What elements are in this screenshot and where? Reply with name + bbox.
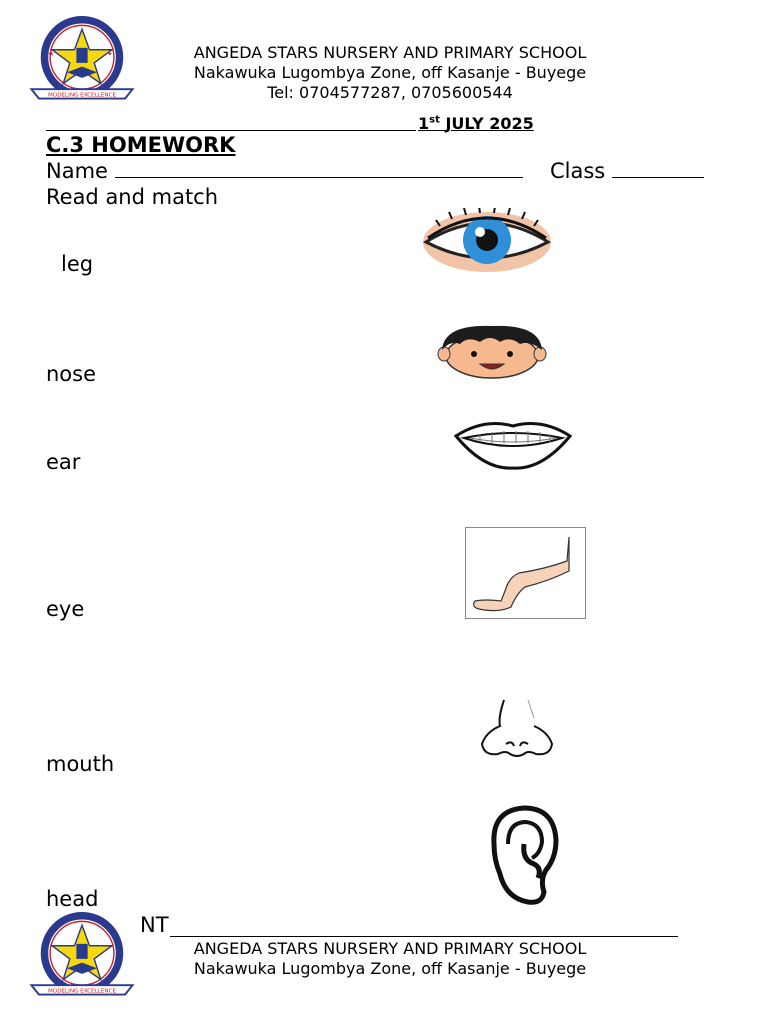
instruction: Read and match bbox=[46, 185, 219, 209]
school-logo-bottom bbox=[24, 912, 140, 1002]
ear-picture[interactable] bbox=[484, 804, 566, 908]
eye-picture[interactable] bbox=[420, 208, 554, 274]
school-address: Nakawuka Lugombya Zone, off Kasanje - Buyege bbox=[193, 63, 587, 82]
svg-text:MODELING EXCELLENCE: MODELING EXCELLENCE bbox=[47, 92, 117, 99]
header-divider-line bbox=[46, 130, 416, 131]
date-suffix: st bbox=[429, 114, 440, 126]
word-head[interactable]: head bbox=[46, 887, 99, 911]
footer-school-name: ANGEDA STARS NURSERY AND PRIMARY SCHOOL bbox=[193, 939, 587, 958]
school-tel: Tel: 0704577287, 0705600544 bbox=[267, 83, 513, 102]
class-label: Class bbox=[550, 159, 606, 183]
footer-school-address: Nakawuka Lugombya Zone, off Kasanje - Buyege bbox=[193, 959, 587, 978]
date-day: 1 bbox=[418, 114, 430, 133]
word-eye[interactable]: eye bbox=[46, 597, 85, 621]
name-field[interactable] bbox=[115, 159, 523, 178]
name-label: Name bbox=[46, 159, 108, 183]
word-leg[interactable]: leg bbox=[61, 252, 94, 276]
homework-date bbox=[418, 114, 534, 133]
mouth-picture[interactable] bbox=[450, 414, 576, 472]
class-row bbox=[550, 159, 704, 183]
svg-text:MODELING EXCELLENCE: MODELING EXCELLENCE bbox=[47, 988, 117, 995]
word-ear[interactable]: ear bbox=[46, 450, 81, 474]
name-row bbox=[46, 159, 523, 183]
head-picture[interactable] bbox=[434, 322, 550, 380]
class-field[interactable] bbox=[612, 159, 704, 178]
leg-picture[interactable] bbox=[465, 527, 586, 619]
school-logo-top bbox=[24, 16, 140, 106]
school-name: ANGEDA STARS NURSERY AND PRIMARY SCHOOL bbox=[193, 43, 587, 62]
page-title: C.3 HOMEWORK bbox=[46, 133, 236, 157]
date-month-year: JULY 2025 bbox=[445, 114, 534, 133]
nose-picture[interactable] bbox=[476, 696, 558, 760]
footer-signature-line bbox=[170, 936, 678, 937]
word-mouth[interactable]: mouth bbox=[46, 752, 115, 776]
footer-partial-line bbox=[140, 913, 169, 937]
word-nose[interactable]: nose bbox=[46, 362, 97, 386]
footer-partial-label: NT bbox=[140, 913, 169, 937]
